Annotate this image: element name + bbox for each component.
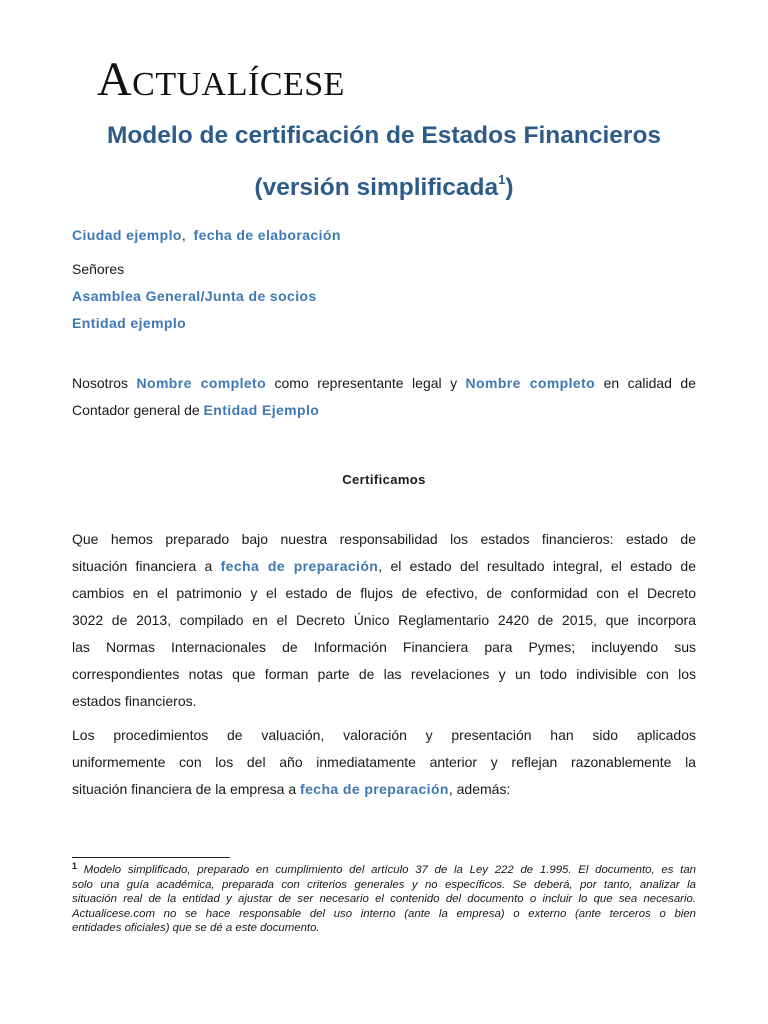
prep-date-field: fecha de preparación	[220, 558, 379, 574]
body1-line7: estados financieros.	[72, 693, 197, 709]
body-paragraph-1	[72, 526, 696, 715]
footnote-line1	[72, 859, 696, 878]
accountant-name-field: Nombre completo	[465, 375, 596, 391]
city-field: Ciudad ejemplo	[72, 227, 182, 243]
body2-line2: uniformemente con los del año inmediatamente anterior y reflejan razonablemente la	[72, 754, 696, 770]
footnote-line5: entidades oficiales) que se dé a este documento.	[72, 922, 320, 934]
document-title-line1: Modelo de certificación de Estados Financieros	[106, 122, 662, 149]
body1-line2-b: , el estado del resultado integral, el estado de	[378, 558, 696, 574]
title-line2-text: (versión simplificada	[254, 174, 499, 201]
intro-line1	[72, 370, 696, 397]
body-paragraph-2	[72, 722, 696, 803]
body2-line3	[72, 776, 696, 803]
intro-text-b: como representante legal y	[266, 375, 466, 391]
body1-line4: 3022 de 2013, compilado en el Decreto Único Reglamentario 2420 de 2015, que incorpora	[72, 612, 696, 628]
body1-line3: cambios en el patrimonio y el estado de flujos de efectivo, de conformidad con el Decreto	[72, 585, 696, 601]
body2-line3-b: , además:	[448, 781, 511, 797]
legal-rep-name-field: Nombre completo	[136, 375, 267, 391]
footnote-ref: 1	[498, 172, 506, 187]
place-date-separator: ,	[181, 227, 186, 243]
entity-field: Entidad ejemplo	[72, 315, 187, 331]
body1-line2	[72, 553, 696, 580]
logo-rest: CTUALÍCESE	[132, 66, 345, 103]
footnote-divider	[72, 857, 230, 858]
salutation: Señores	[72, 261, 125, 277]
footnote-line3: situación real de la entidad y ajustar de ser necesario el contenido del documento o incluir lo que sea necesario.	[72, 893, 696, 905]
intro-line2	[72, 397, 696, 424]
footnote-line4: Actualicese.com no se hace responsable del uso interno (ante la empresa) o externo (ante terceros o bien	[72, 907, 696, 920]
assembly-field: Asamblea General/Junta de socios	[72, 288, 317, 304]
title-close-paren: )	[505, 174, 514, 201]
body1-line6: correspondientes notas que forman parte de las revelaciones y un todo indivisible con los	[72, 666, 696, 682]
body1-line5: las Normas Internacionales de Información Financiera para Pymes; incluyendo sus	[72, 639, 696, 655]
footnote-mark: 1	[72, 861, 78, 871]
certify-heading: Certificamos	[342, 472, 426, 487]
logo-initial: A	[97, 53, 133, 106]
footnote-line1-text: Modelo simplificado, preparado en cumplimiento del artículo 37 de la Ley 222 de 1.995. El documento, es tan	[77, 864, 696, 876]
intro-paragraph	[72, 370, 696, 424]
body1-line1: Que hemos preparado bajo nuestra responsabilidad los estados financieros: estado de	[72, 531, 696, 547]
body2-line1: Los procedimientos de valuación, valoración y presentación han sido aplicados	[72, 727, 696, 743]
intro-entity-field: Entidad Ejemplo	[203, 402, 320, 418]
place-date-line	[72, 227, 341, 243]
date-field: fecha de elaboración	[193, 227, 341, 243]
intro-text-d: Contador general de	[72, 402, 204, 418]
intro-text-a: Nosotros	[72, 375, 137, 391]
prep-date-field-2: fecha de preparación	[300, 781, 449, 797]
body2-line3-a: situación financiera de la empresa a	[72, 781, 301, 797]
footnote	[72, 859, 696, 936]
actualicese-logo	[97, 52, 345, 107]
document-title-line2	[0, 172, 768, 202]
intro-text-c: en calidad de	[595, 375, 696, 391]
body1-line2-a: situación financiera a	[72, 558, 221, 574]
footnote-line2: solo una guía académica, preparada con criterios generales y no específicos. Se deberá, por tanto, analizar la	[72, 878, 696, 891]
